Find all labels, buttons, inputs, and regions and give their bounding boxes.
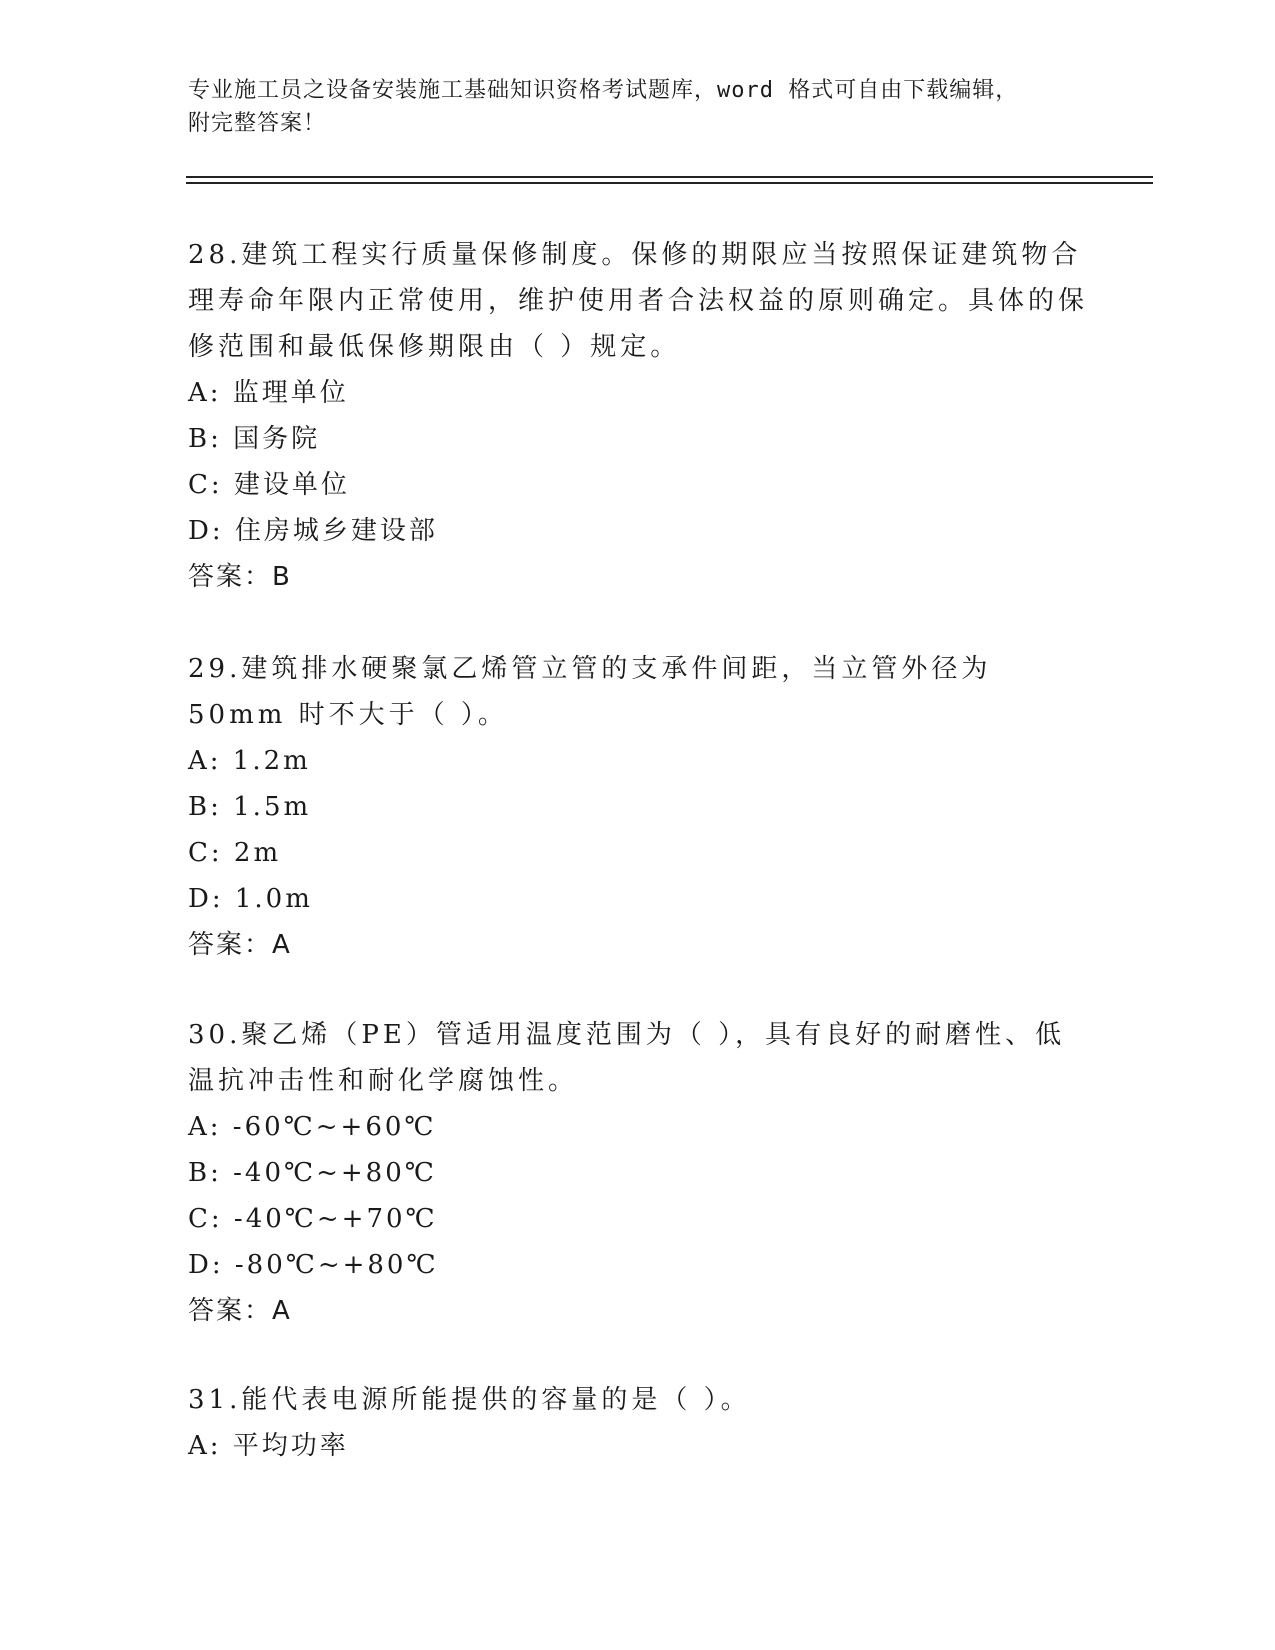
question-text: 31.能代表电源所能提供的容量的是（ ）。 xyxy=(188,1385,751,1415)
header-line-1: 专业施工员之设备安装施工基础知识资格考试题库，word 格式可自由下载编辑， xyxy=(188,78,1019,103)
question-29 xyxy=(188,646,1088,968)
question-31 xyxy=(188,1377,1088,1469)
header-divider-bottom xyxy=(186,182,1153,184)
option-d: D: -80℃~+80℃ xyxy=(188,1250,439,1280)
question-30 xyxy=(188,1012,1088,1334)
option-a: A: 平均功率 xyxy=(188,1431,349,1461)
option-b: B: 国务院 xyxy=(188,424,321,454)
option-d: D: 住房城乡建设部 xyxy=(188,516,438,546)
document-header xyxy=(188,74,1088,140)
option-a: A: -60℃~+60℃ xyxy=(188,1112,437,1142)
answer-line: 答案：B xyxy=(188,562,292,592)
question-28 xyxy=(188,232,1088,600)
question-text: 28.建筑工程实行质量保修制度。保修的期限应当按照保证建筑物合理寿命年限内正常使用，维护使用者合法权益的原则确定。具体的保修范围和最低保修期限由（ ）规定。 xyxy=(188,240,1089,362)
header-line-2: 附完整答案！ xyxy=(188,111,327,136)
question-text: 29.建筑排水硬聚氯乙烯管立管的支承件间距，当立管外径为 50mm 时不大于（ ）。 xyxy=(188,654,992,730)
option-b: B: 1.5m xyxy=(188,792,312,822)
option-c: C: 2m xyxy=(188,838,282,868)
option-c: C: -40℃~+70℃ xyxy=(188,1204,438,1234)
option-a: A: 1.2m xyxy=(188,746,311,776)
option-d: D: 1.0m xyxy=(188,884,313,914)
answer-line: 答案：A xyxy=(188,1296,292,1326)
answer-line: 答案：A xyxy=(188,930,292,960)
question-text: 30.聚乙烯（PE）管适用温度范围为（ ），具有良好的耐磨性、低温抗冲击性和耐化学腐蚀性。 xyxy=(188,1020,1066,1096)
option-a: A: 监理单位 xyxy=(188,378,349,408)
option-b: B: -40℃~+80℃ xyxy=(188,1158,437,1188)
option-c: C: 建设单位 xyxy=(188,470,350,500)
header-divider-top xyxy=(186,176,1153,178)
